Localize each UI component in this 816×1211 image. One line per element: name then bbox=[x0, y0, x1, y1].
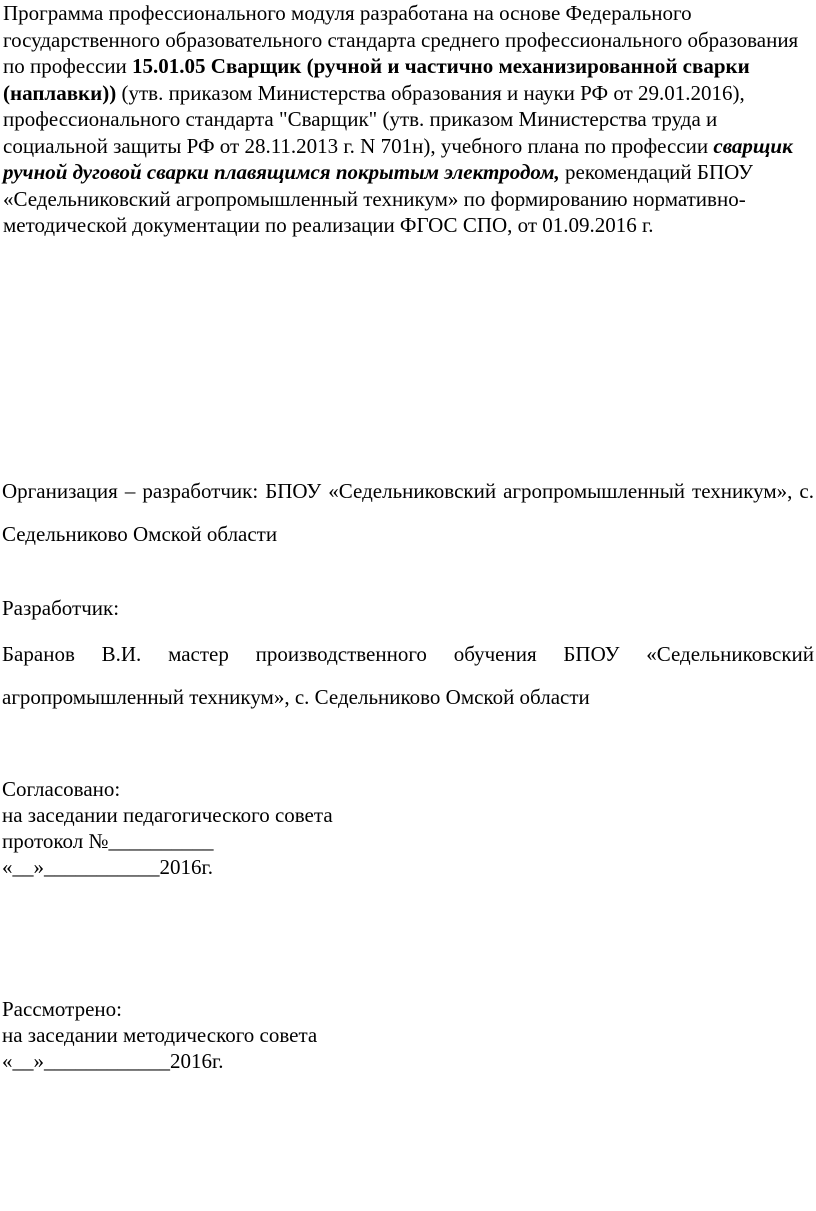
intro-paragraph bbox=[3, 0, 813, 239]
intro-text-part-3: рекомендаций БПОУ «Седельниковский агропромышленный техникум» по формированию нормативно-методической документации по реализации ФГОС СПО, от 01.09.2016 г. bbox=[3, 160, 753, 237]
reviewed-block bbox=[2, 996, 317, 1074]
intro-text-part-1: Программа профессионального модуля разработана на основе Федерального государственного образовательного стандарта среднего профессионального образования по профессии bbox=[3, 1, 799, 78]
agreed-council: на заседании педагогического совета bbox=[2, 803, 333, 827]
reviewed-council: на заседании методического совета bbox=[2, 1023, 318, 1047]
developer-info: Баранов В.И. мастер производственного обучения БПОУ «Седельниковский агропромышленный техникум», с. Седельниково Омской области bbox=[2, 642, 814, 709]
agreed-block bbox=[2, 776, 333, 880]
intro-text-part-2: (утв. приказом Министерства образования и науки РФ от 29.01.2016), профессионального стандарта "Сварщик" (утв. приказом Министерства труда и социальной защиты РФ от 28.11.2013 г. N 701н), учебного плана по профессии bbox=[3, 80, 745, 158]
specialty-name: сварщик ручной дуговой сварки плавящимся покрытым электродом, bbox=[3, 133, 793, 184]
agreed-date: «__»___________2016г. bbox=[2, 855, 213, 879]
agreed-title: Согласовано: bbox=[2, 777, 121, 801]
organization-developer: Организация – разработчик: БПОУ «Седельниковский агропромышленный техникум», с. Седельниково Омской области bbox=[2, 479, 814, 546]
developer-label: Разработчик: bbox=[2, 596, 120, 620]
profession-code: 15.01.05 Сварщик (ручной и частично механизированной сварки (наплавки)) bbox=[3, 54, 750, 105]
reviewed-date: «__»____________2016г. bbox=[2, 1049, 224, 1073]
agreed-protocol: протокол №__________ bbox=[2, 829, 214, 853]
reviewed-title: Рассмотрено: bbox=[2, 997, 122, 1021]
